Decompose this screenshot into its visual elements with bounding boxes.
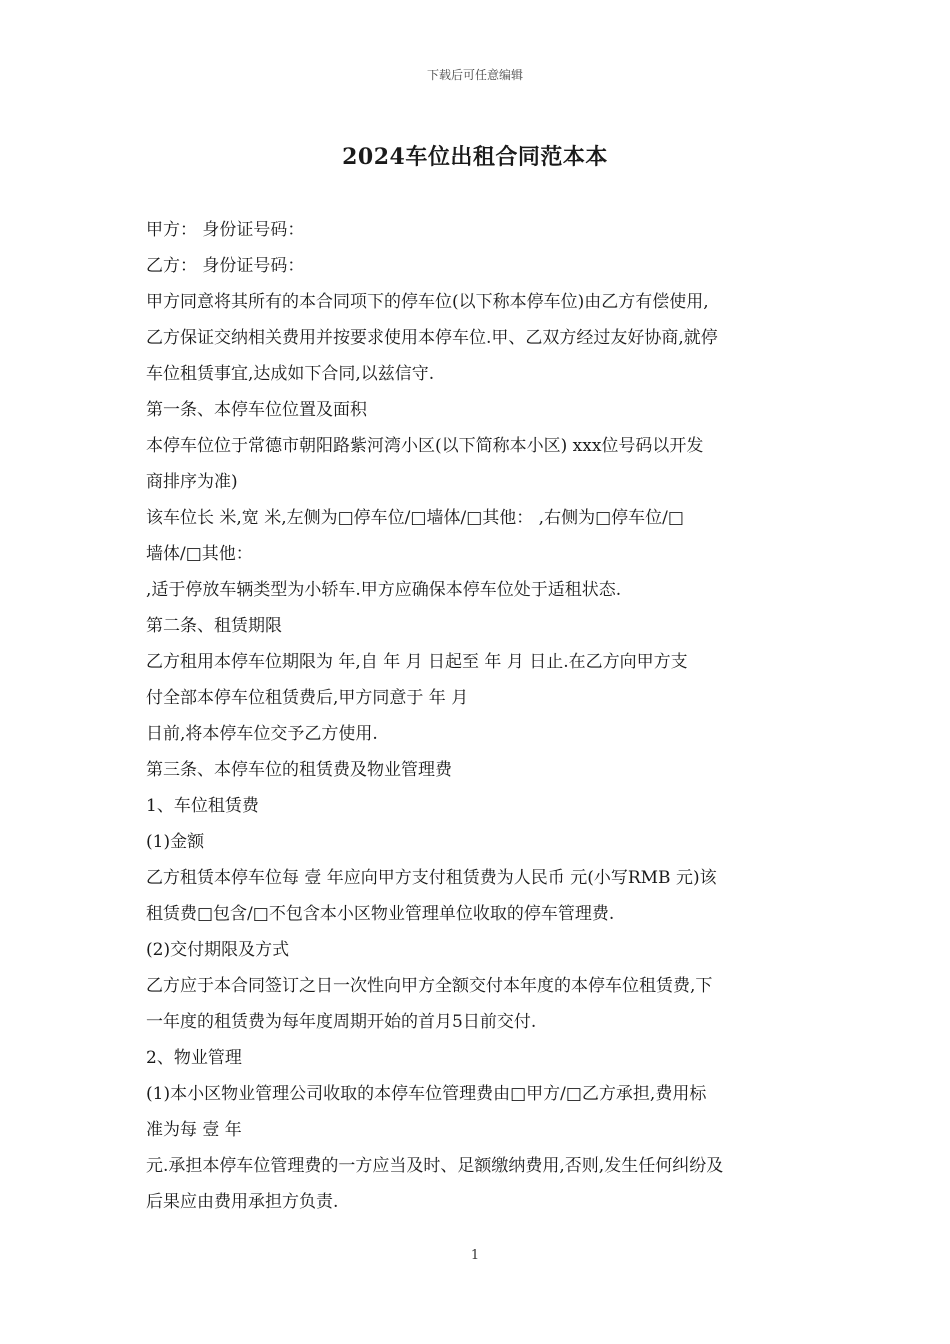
body-line: 甲方同意将其所有的本合同项下的停车位(以下称本停车位)由乙方有偿使用, [146, 292, 709, 312]
subsection-heading: (2)交付期限及方式 [146, 940, 290, 960]
body-line: (1)本小区物业管理公司收取的本停车位管理费由□甲方/□乙方承担,费用标 [146, 1084, 707, 1104]
body-line: 车位租赁事宜,达成如下合同,以兹信守. [146, 364, 435, 384]
body-line: 商排序为准) [146, 472, 238, 492]
body-line: 准为每 壹 年 [146, 1120, 242, 1140]
body-line: 该车位长 米,宽 米,左侧为□停车位/□墙体/□其他： ,右侧为□停车位/□ [146, 508, 684, 528]
body-line: 付全部本停车位租赁费后,甲方同意于 年 月 [146, 688, 469, 708]
section-heading: 第一条、本停车位位置及面积 [146, 400, 367, 420]
body-line: 租赁费□包含/□不包含本小区物业管理单位收取的停车管理费. [146, 904, 615, 924]
body-line: 乙方保证交纳相关费用并按要求使用本停车位.甲、乙双方经过友好协商,就停 [146, 328, 718, 348]
body-line: 元.承担本停车位管理费的一方应当及时、足额缴纳费用,否则,发生任何纠纷及 [146, 1156, 724, 1176]
body-line: 本停车位位于常德市朝阳路紫河湾小区(以下简称本小区) xxx位号码以开发 [146, 436, 704, 456]
body-line: ,适于停放车辆类型为小轿车.甲方应确保本停车位处于适租状态. [146, 580, 622, 600]
document-title: 2024车位出租合同范本本 [342, 144, 608, 170]
body-line: 乙方应于本合同签订之日一次性向甲方全额交付本年度的本停车位租赁费,下 [146, 976, 713, 996]
body-line: 乙方租赁本停车位每 壹 年应向甲方支付租赁费为人民币 元(小写RMB 元)该 [146, 868, 717, 888]
page-number: 1 [470, 1248, 480, 1263]
body-line: 乙方： 身份证号码： [146, 256, 305, 276]
body-line: 墙体/□其他： [146, 544, 253, 564]
body-line: 一年度的租赁费为每年度周期开始的首月5日前交付. [146, 1012, 537, 1032]
subsection-heading: (1)金额 [146, 832, 205, 852]
section-heading: 第二条、租赁期限 [146, 616, 282, 636]
body-line: 日前,将本停车位交予乙方使用. [146, 724, 378, 744]
section-heading: 第三条、本停车位的租赁费及物业管理费 [146, 760, 452, 780]
contract-body [146, 212, 810, 1220]
subsection-heading: 2、物业管理 [146, 1048, 242, 1068]
subsection-heading: 1、车位租赁费 [146, 796, 259, 816]
body-line: 乙方租用本停车位期限为 年,自 年 月 日起至 年 月 日止.在乙方向甲方支 [146, 652, 688, 672]
header-note: 下载后可任意编辑 [426, 68, 523, 82]
body-line: 后果应由费用承担方负责. [146, 1192, 339, 1212]
body-line: 甲方： 身份证号码： [146, 220, 305, 240]
